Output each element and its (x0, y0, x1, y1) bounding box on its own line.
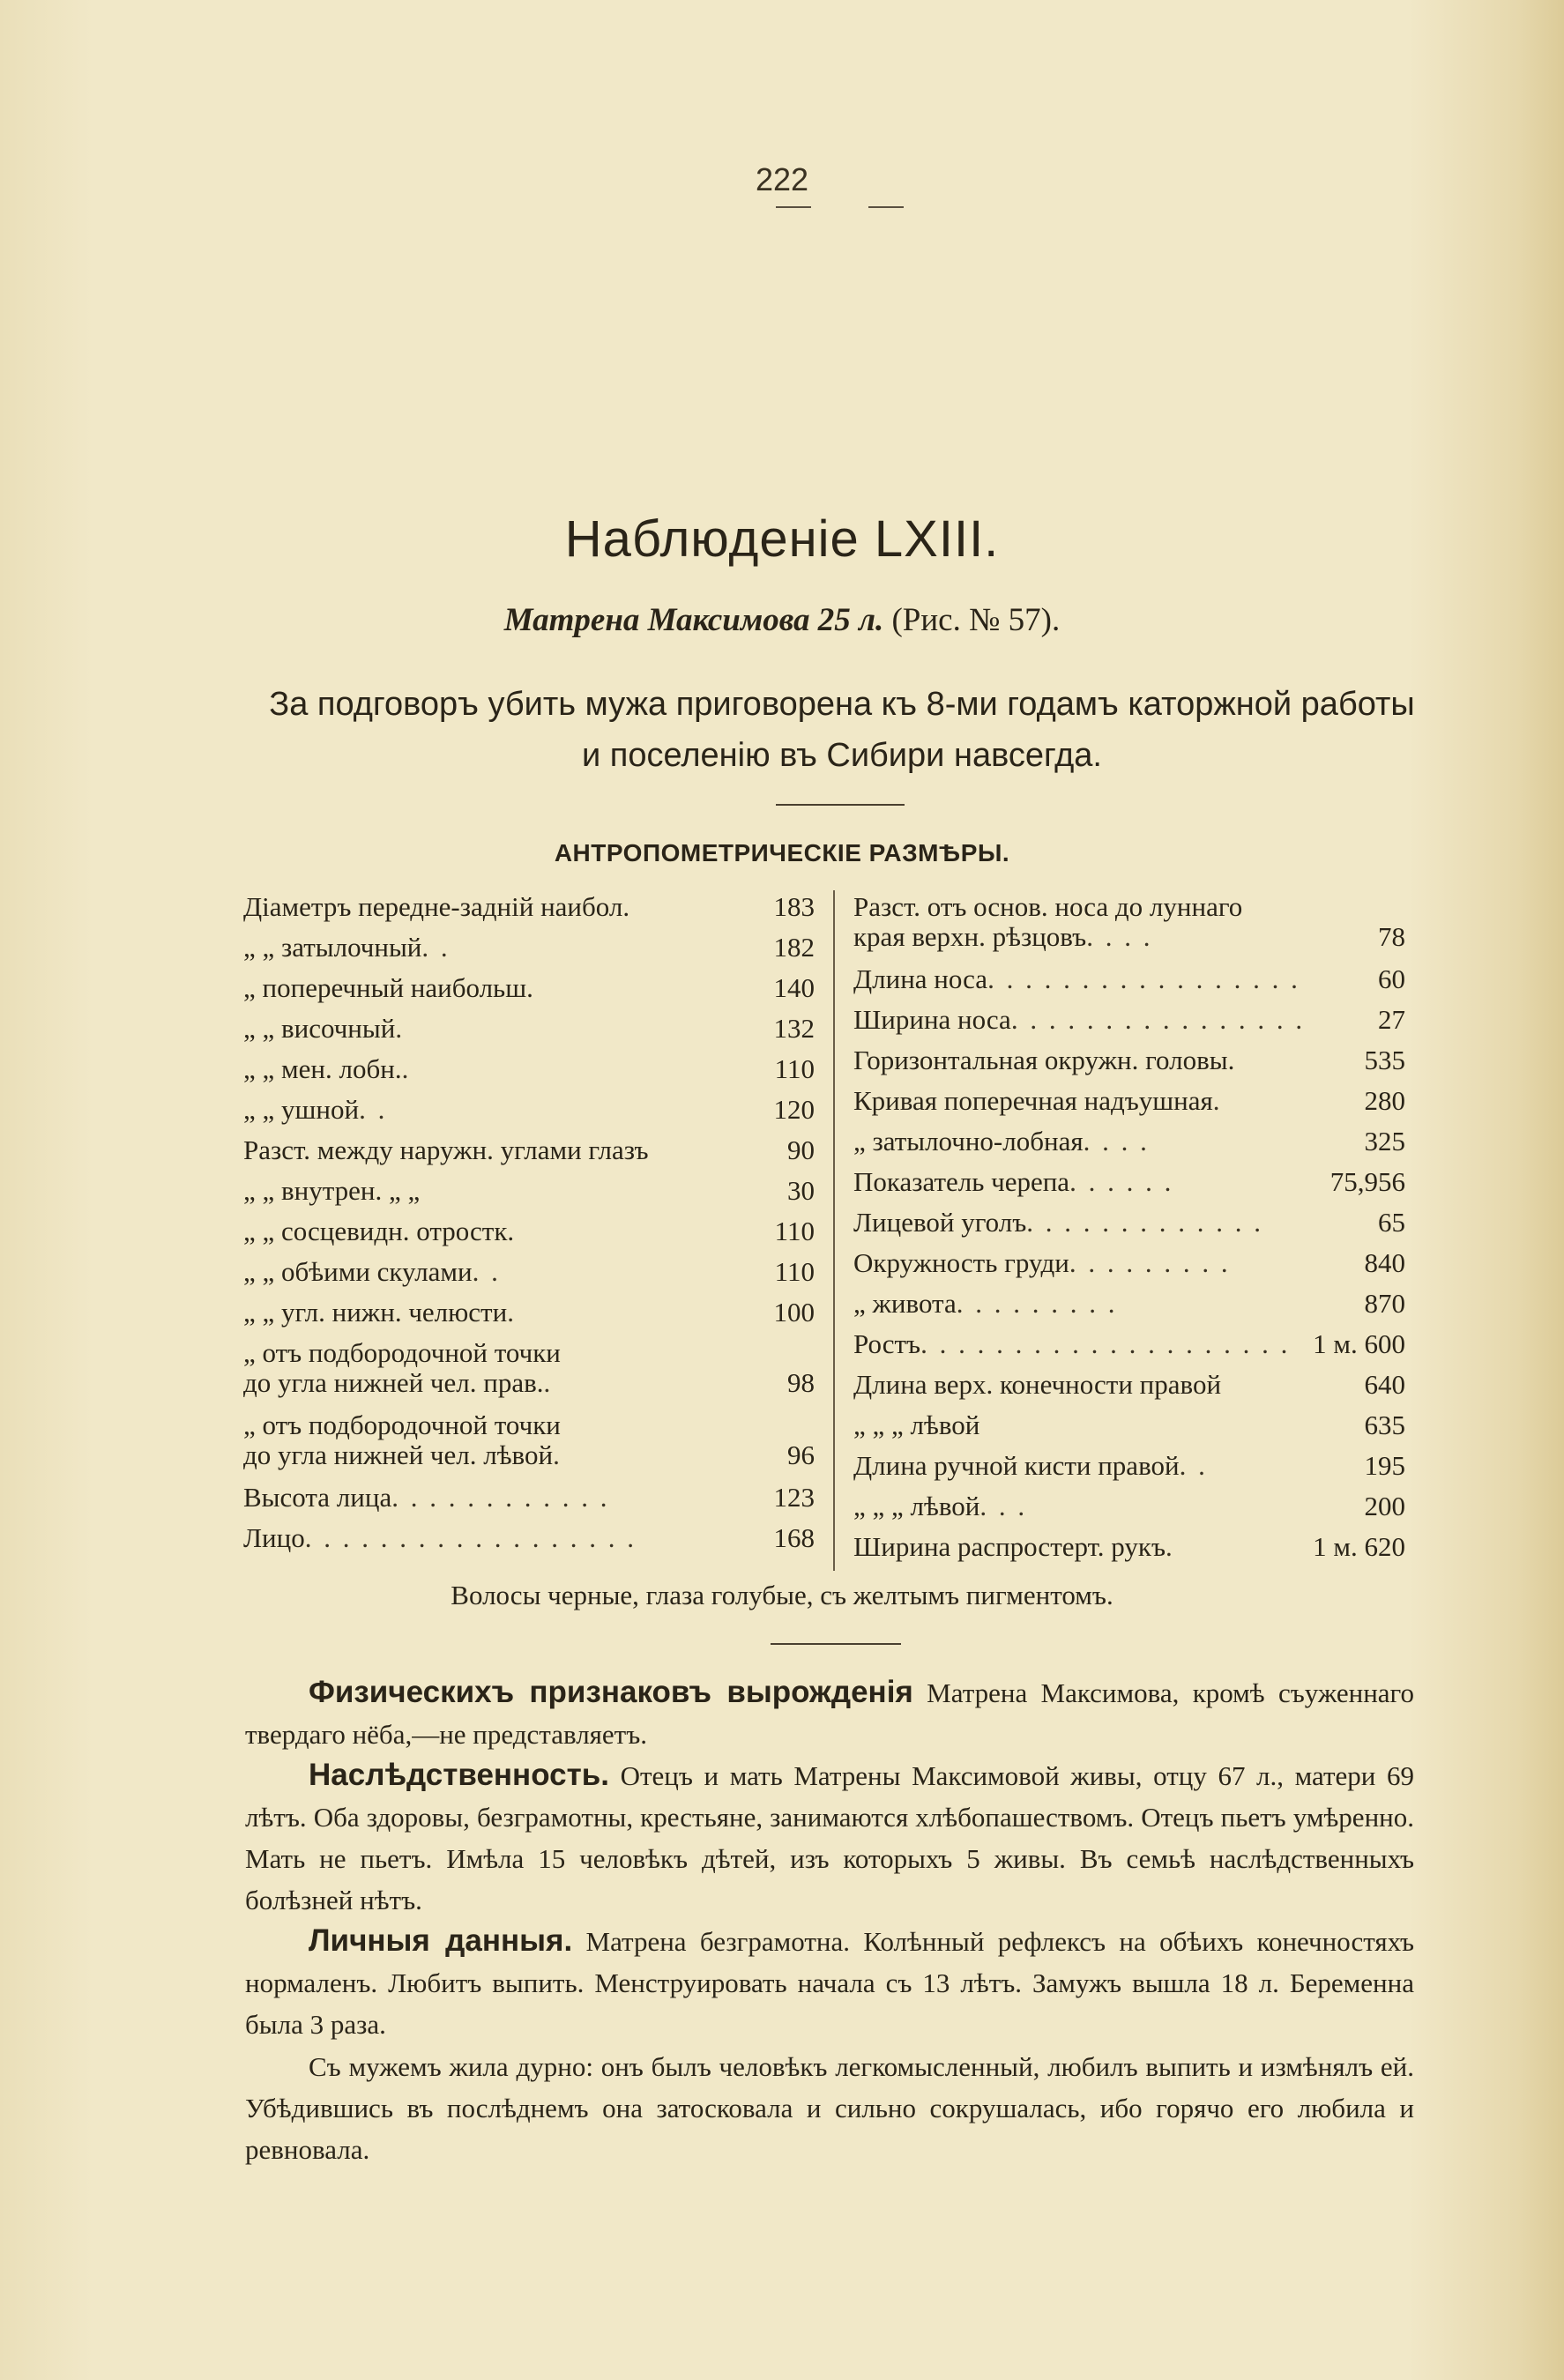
measurement-name: „ „ мен. лобн. (243, 1054, 402, 1084)
measurement-row (243, 933, 815, 963)
paragraph-heredity (245, 1754, 1414, 1921)
measurement-value: 168 (773, 1522, 815, 1553)
measurement-value: 110 (774, 1053, 815, 1084)
measurement-name: Ширина носа (853, 1005, 1011, 1035)
measurement-row (243, 1368, 815, 1398)
measurement-name: Діаметръ передне-задній наибол. (243, 892, 630, 922)
measurement-value: 60 (1378, 963, 1405, 994)
subject-line (0, 601, 1564, 639)
measurement-value: 120 (773, 1094, 815, 1125)
measurement-row (853, 1248, 1405, 1278)
measurement-value: 183 (773, 891, 815, 922)
measurement-row (853, 1208, 1405, 1238)
observation-title: Наблюденіе LXIII. (564, 510, 1000, 568)
leader-dots: . . . . (1083, 1127, 1150, 1157)
leader-dots: . . (359, 1095, 388, 1125)
leader-dots: . . . (979, 1491, 1028, 1521)
measurement-name: „ „ сосцевидн. отростк. (243, 1216, 515, 1246)
measurement-value: 75,956 (1329, 1166, 1405, 1197)
measurement-name: края верхн. рѣзцовъ (853, 922, 1087, 952)
measurement-name: „ „ обѣими скулами (243, 1257, 473, 1287)
measurement-name: Окружность груди (853, 1248, 1069, 1278)
measurement-value: 27 (1378, 1004, 1405, 1035)
measurement-value: 840 (1364, 1247, 1405, 1278)
leader-dots: . (1166, 1532, 1175, 1562)
measurement-row (243, 1135, 815, 1165)
leader-dots: . . . . . . . . . (956, 1289, 1118, 1319)
leader-dots: . . (472, 1257, 501, 1287)
measurement-name: Кривая поперечная надъушная (853, 1086, 1213, 1116)
measurement-name: „ „ височный (243, 1014, 396, 1044)
leader-dots: . . (1179, 1451, 1208, 1481)
measurement-row (853, 1491, 1405, 1521)
measurement-row (243, 1338, 815, 1368)
measurement-row (243, 1410, 815, 1440)
paragraph-text: Съ мужемъ жила дурно: онъ былъ человѣкъ легкомысленный, любилъ выпить и измѣнялъ ей. Убѣдившись въ послѣднемъ она затосковала и сильно сокрушалась, ибо горячо его любила и ревновала. (245, 2051, 1414, 2165)
measurement-name: „ живота (853, 1289, 957, 1319)
measurement-name: Лицевой уголъ (853, 1208, 1027, 1238)
measurement-row (243, 1483, 815, 1513)
measurement-value: 65 (1378, 1207, 1405, 1238)
measurement-name: „ „ „ лѣвой (853, 1491, 980, 1521)
leader-dots: . . . . . . . . . . . . . (1026, 1208, 1264, 1238)
measurement-row (853, 1370, 1405, 1400)
measurement-value: 1 м. 600 (1313, 1328, 1405, 1359)
measurement-name: „ затылочно-лобная (853, 1127, 1084, 1157)
section-divider-bottom (771, 1643, 901, 1645)
paragraph-marriage (245, 2045, 1414, 2170)
measurement-name: „ „ затылочный (243, 933, 422, 963)
measurement-name: „ „ внутрен. „ „ (243, 1176, 421, 1206)
measurement-value: 132 (773, 1013, 815, 1044)
measurement-row (853, 1289, 1405, 1319)
paragraph-lead: Личныя данныя. (309, 1923, 573, 1958)
leader-dots: . (507, 1298, 517, 1328)
measurement-value: 90 (787, 1134, 815, 1165)
paragraph-text: Отецъ и мать Матрены Максимовой живы, отцу 67 л., матери 69 лѣтъ. Оба здоровы, безграмотны, крестьяне, занимаются хлѣбопашествомъ. Отецъ пьетъ умѣренно. Мать не пьетъ. Имѣла 15 человѣкъ дѣтей, изъ которыхъ 5 живы. Въ семьѣ наслѣдственныхъ болѣзней нѣтъ. (245, 1760, 1414, 1915)
leader-dots: . . . . . . . . . . . . . . . . . . . . (920, 1329, 1291, 1359)
measurement-name: „ „ ушной (243, 1095, 360, 1125)
measurement-name: Длина верх. конечности правой (853, 1370, 1222, 1400)
measurement-row (243, 1523, 815, 1553)
measurement-row (243, 1014, 815, 1044)
measurement-name: „ „ угл. нижн. челюсти (243, 1298, 508, 1328)
measurement-name: Разст. между наружн. углами глазъ (243, 1135, 649, 1165)
measurement-value: 30 (787, 1175, 815, 1206)
measurement-row (853, 1329, 1405, 1359)
leader-dots: . . . . . . . . . . . . . . . . . . (304, 1523, 637, 1553)
sentence-description: За подговоръ убить мужа приговорена къ 8-ми годамъ каторжной работы и поселенію въ Сибири навсегда. (269, 686, 1415, 774)
measurement-row (243, 1054, 815, 1084)
leader-dots: . . . . . . . . . . . . . . . . . (987, 964, 1300, 994)
measurement-value: 123 (773, 1482, 815, 1513)
leader-dots: . . (421, 933, 451, 963)
measurement-value: 280 (1364, 1085, 1405, 1116)
measurement-name: „ отъ подбородочной точки (243, 1410, 561, 1440)
measurement-name: Показатель черепа (853, 1167, 1070, 1197)
leader-dots: . (553, 1440, 562, 1470)
measurement-value: 635 (1364, 1409, 1405, 1440)
measurement-name: Длина носа (853, 964, 988, 994)
paragraph-degeneration (245, 1671, 1414, 1755)
measurement-row (853, 964, 1405, 994)
measurement-value: 100 (773, 1297, 815, 1328)
leader-dots: . . . . . . . . . . . . . . . . (1010, 1005, 1306, 1035)
paragraph-lead: Наслѣдственность. (309, 1758, 609, 1792)
measurement-name: до угла нижней чел. лѣвой (243, 1440, 554, 1470)
measurement-value: 640 (1364, 1369, 1405, 1400)
measurement-value: 78 (1378, 921, 1405, 952)
paragraph-text: Матрена безграмотна. Колѣнный рефлексъ на обѣихъ конечностяхъ нормаленъ. Любитъ выпить. Менструировать начала съ 13 лѣтъ. Замужъ вышла 18 л. Беременна была 3 раза. (245, 1926, 1414, 2040)
measurement-value: 140 (773, 972, 815, 1003)
page-number-rule-right (868, 206, 904, 208)
measurement-row (243, 1176, 815, 1206)
measurement-row (243, 892, 815, 922)
measurement-value: 182 (773, 932, 815, 963)
measurement-row (853, 1167, 1405, 1197)
measurement-row (853, 1045, 1405, 1075)
measurement-row (243, 1298, 815, 1328)
measurement-row (243, 1257, 815, 1287)
page-number-rule-left (776, 206, 811, 208)
measurement-value: 325 (1364, 1126, 1405, 1157)
leader-dots: . . . . . . (1069, 1167, 1174, 1197)
page-number: 222 (755, 161, 809, 197)
measurement-name: Длина ручной кисти правой (853, 1451, 1180, 1481)
paragraph-text: Матрена Максимова, кромѣ съуженнаго твердаго нёба,—не представляетъ. (245, 1677, 1414, 1750)
subject-name: Матрена Максимова 25 л. (503, 602, 884, 638)
measurement-name: „ отъ подбородочной точки (243, 1338, 561, 1368)
leader-dots: . (395, 1014, 406, 1044)
measurement-row (243, 973, 815, 1003)
measurement-name: Горизонтальная окружн. головы. (853, 1045, 1235, 1075)
column-divider (833, 890, 835, 1571)
measurement-value: 110 (774, 1256, 815, 1287)
leader-dots: . . . . . . . . . . . . (391, 1483, 610, 1513)
leader-dots: . . . . . . . . . (1069, 1248, 1231, 1278)
measurement-name: „ поперечный наибольш. (243, 973, 533, 1003)
measurement-name: до угла нижней чел. прав. (243, 1368, 544, 1398)
leader-dots: . . . . (1086, 922, 1153, 952)
measurements-heading: АНТРОПОМЕТРИЧЕСКІЕ РАЗМѢРЫ. (554, 839, 1010, 866)
measurement-value: 200 (1364, 1491, 1405, 1521)
measurement-value: 1 м. 620 (1313, 1531, 1405, 1562)
measurement-name: Разст. отъ основ. носа до луннаго (853, 892, 1243, 922)
measurement-name: Лицо (243, 1523, 305, 1553)
measurement-value: 535 (1364, 1045, 1405, 1075)
leader-dots: . (1212, 1086, 1223, 1116)
section-divider-top (776, 804, 905, 806)
measurement-row (853, 1086, 1405, 1116)
measurement-row (853, 922, 1405, 952)
measurement-row (853, 1005, 1405, 1035)
measurement-row (853, 1410, 1405, 1440)
measurement-name: „ „ „ лѣвой (853, 1410, 980, 1440)
measurement-name: Высота лица (243, 1483, 392, 1513)
measurement-value: 110 (774, 1216, 815, 1246)
measurement-name: Ширина распростерт. рукъ (853, 1532, 1166, 1562)
measurement-row (853, 1532, 1405, 1562)
leader-dots: . (401, 1054, 412, 1084)
paragraph-lead: Физическихъ признаковъ вырожденія (309, 1675, 913, 1709)
measurement-row (243, 1095, 815, 1125)
hair-eyes-note: Волосы черные, глаза голубые, съ желтымъ пигментомъ. (451, 1580, 1113, 1610)
measurement-row (243, 1216, 815, 1246)
measurement-value: 96 (787, 1439, 815, 1470)
measurement-value: 870 (1364, 1288, 1405, 1319)
measurement-row (853, 892, 1405, 922)
paragraph-personal-data (245, 1920, 1414, 2045)
figure-reference: (Рис. № 57). (891, 602, 1061, 638)
measurement-name: Ростъ (853, 1329, 921, 1359)
measurement-row (853, 1127, 1405, 1157)
measurement-value: 195 (1364, 1450, 1405, 1481)
leader-dots: . (543, 1368, 554, 1398)
measurement-row (243, 1440, 815, 1470)
measurement-row (853, 1451, 1405, 1481)
measurement-value: 98 (787, 1367, 815, 1398)
